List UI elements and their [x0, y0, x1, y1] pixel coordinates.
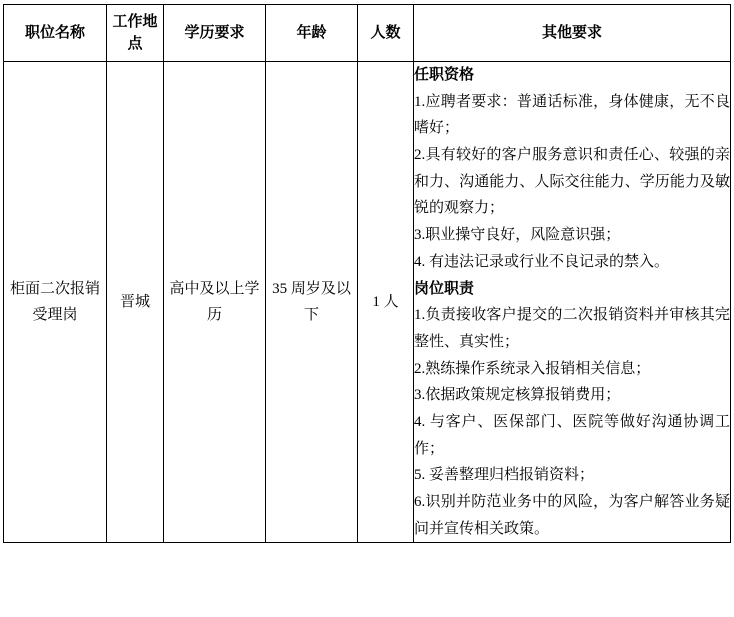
qualification-item: 2.具有较好的客户服务意识和责任心、较强的亲和力、沟通能力、人际交往能力、学历能力及敏锐的观察力； [414, 147, 730, 217]
header-headcount: 人数 [358, 5, 414, 62]
table-header-row [4, 5, 731, 62]
duty-item: 2.熟练操作系统录入报销相关信息； [414, 360, 651, 377]
duty-item: 1.负责接收客户提交的二次报销资料并审核其完整性、真实性； [414, 307, 730, 350]
duty-item: 6.识别并防范业务中的风险，为客户解答业务疑问并宣传相关政策。 [414, 494, 730, 537]
table-row [4, 62, 731, 543]
duties-heading: 岗位职责 [414, 280, 475, 297]
document-page [0, 4, 734, 617]
qualification-item: 1.应聘者要求：普通话标准，身体健康，无不良嗜好； [414, 93, 730, 137]
job-requirements-table [3, 4, 731, 543]
cell-age: 35 周岁及以下 [266, 62, 358, 543]
cell-work-location: 晋城 [107, 62, 164, 543]
duty-item: 3.依据政策规定核算报销费用； [414, 387, 621, 404]
duty-item: 5. 妥善整理归档报销资料； [414, 467, 595, 484]
cell-headcount: 1 人 [358, 62, 414, 543]
header-job-title: 职位名称 [4, 5, 107, 62]
header-other-requirements: 其他要求 [414, 5, 731, 62]
qualification-item: 3.职业操守良好，风险意识强； [414, 227, 621, 244]
cell-education: 高中及以上学历 [164, 62, 266, 543]
qualification-item: 4. 有违法记录或行业不良记录的禁入。 [414, 253, 670, 270]
header-work-location: 工作地点 [107, 5, 164, 62]
cell-job-title: 柜面二次报销受理岗 [4, 62, 107, 543]
header-education: 学历要求 [164, 5, 266, 62]
header-age: 年龄 [266, 5, 358, 62]
cell-other-requirements [414, 62, 731, 543]
duty-item: 4. 与客户、医保部门、医院等做好沟通协调工作； [414, 413, 730, 457]
qualifications-heading: 任职资格 [414, 67, 475, 83]
